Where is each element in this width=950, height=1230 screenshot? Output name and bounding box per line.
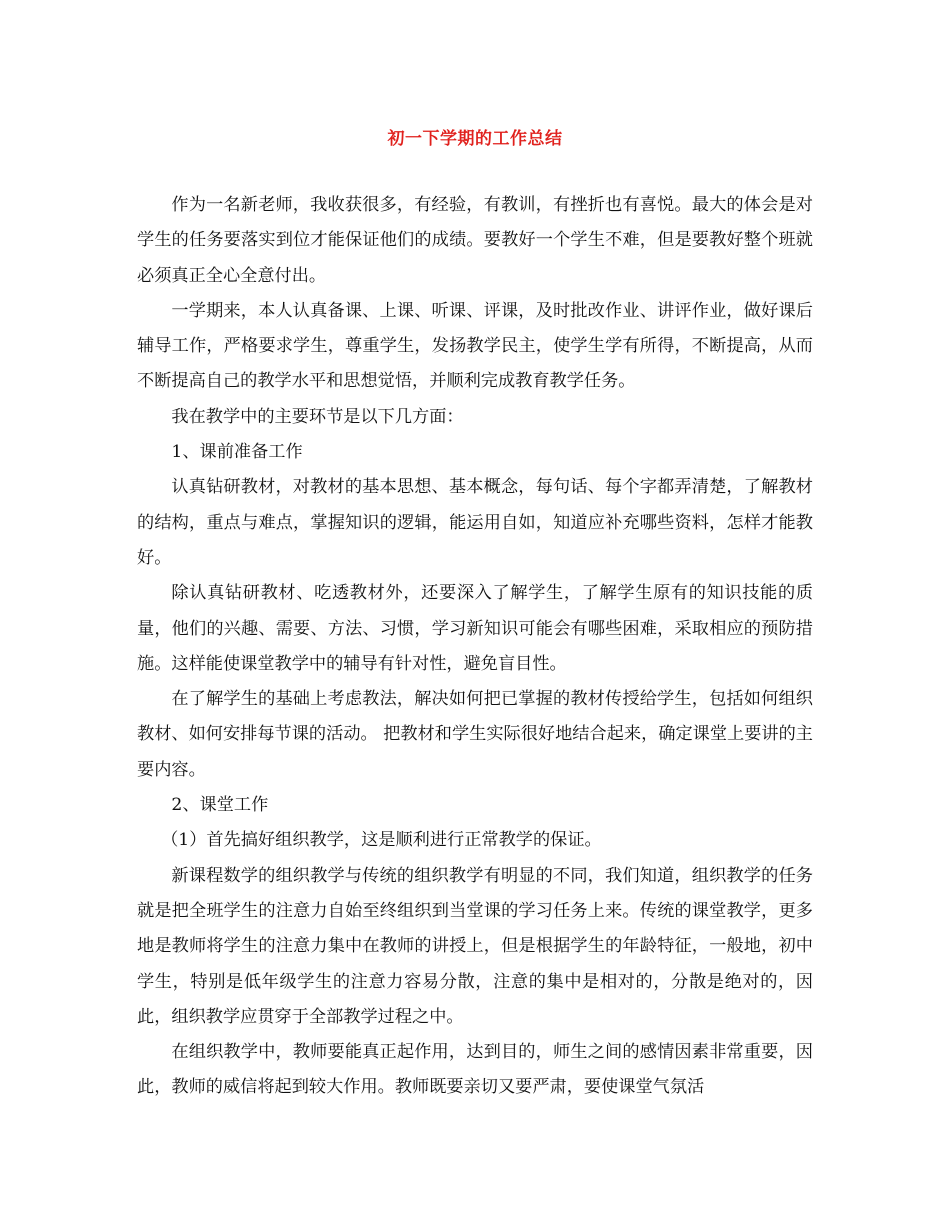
section-heading: 1、课前准备工作 — [171, 442, 303, 463]
paragraph: 作为一名新老师，我收获很多，有经验，有教训，有挫折也有喜悦。最大的体会是对学生的任务要落实到位才能保证他们的成绩。要教好一个学生不难，但是要教好整个班就必须真正全心全意付出。 — [137, 195, 813, 286]
paragraph: 新课程数学的组织教学与传统的组织教学有明显的不同，我们知道，组织教学的任务就是把全班学生的注意力自始至终组织到当堂课的学习任务上来。传统的课堂教学，更多地是教师将学生的注意力集中在教师的讲授上，但是根据学生的年龄特征，一般地，初中学生，特别是低年级学生的注意力容易分散，注意的集中是相对的，分散是绝对的，因此，组织教学应贯穿于全部教学过程之中。 — [137, 865, 813, 1027]
paragraph: 我在教学中的主要环节是以下几方面： — [171, 406, 464, 427]
paragraph: 除认真钻研教材、吃透教材外，还要深入了解学生，了解学生原有的知识技能的质量，他们的兴趣、需要、方法、习惯，学习新知识可能会有哪些困难，采取相应的预防措施。这样能使课堂教学中的辅导有针对性，避免盲目性。 — [137, 583, 813, 674]
paragraph: 在组织教学中，教师要能真正起作用，达到目的，师生之间的感情因素非常重要，因此，教师的威信将起到较大作用。教师既要亲切又要严肃，要使课堂气氛活 — [137, 1042, 813, 1098]
document-body — [137, 188, 813, 1106]
document-title: 初一下学期的工作总结 — [387, 129, 563, 149]
paragraph: 一学期来，本人认真备课、上课、听课、评课，及时批改作业、讲评作业，做好课后辅导工作，严格要求学生，尊重学生，发扬教学民主，使学生学有所得，不断提高，从而不断提高自己的教学水平和思想觉悟，并顺利完成教育教学任务。 — [137, 300, 813, 392]
section-heading: 2、课堂工作 — [171, 795, 269, 816]
paragraph: 在了解学生的基础上考虑教法，解决如何把已掌握的教材传授给学生，包括如何组织教材、如何安排每节课的活动。 把教材和学生实际很好地结合起来，确定课堂上要讲的主要内容。 — [137, 689, 813, 780]
subsection-heading: （1）首先搞好组织教学，这是顺利进行正常教学的保证。 — [161, 830, 602, 851]
paragraph: 认真钻研教材，对教材的基本思想、基本概念，每句话、每个字都弄清楚，了解教材的结构，重点与难点，掌握知识的逻辑，能运用自如，知道应补充哪些资料，怎样才能教好。 — [137, 477, 813, 568]
